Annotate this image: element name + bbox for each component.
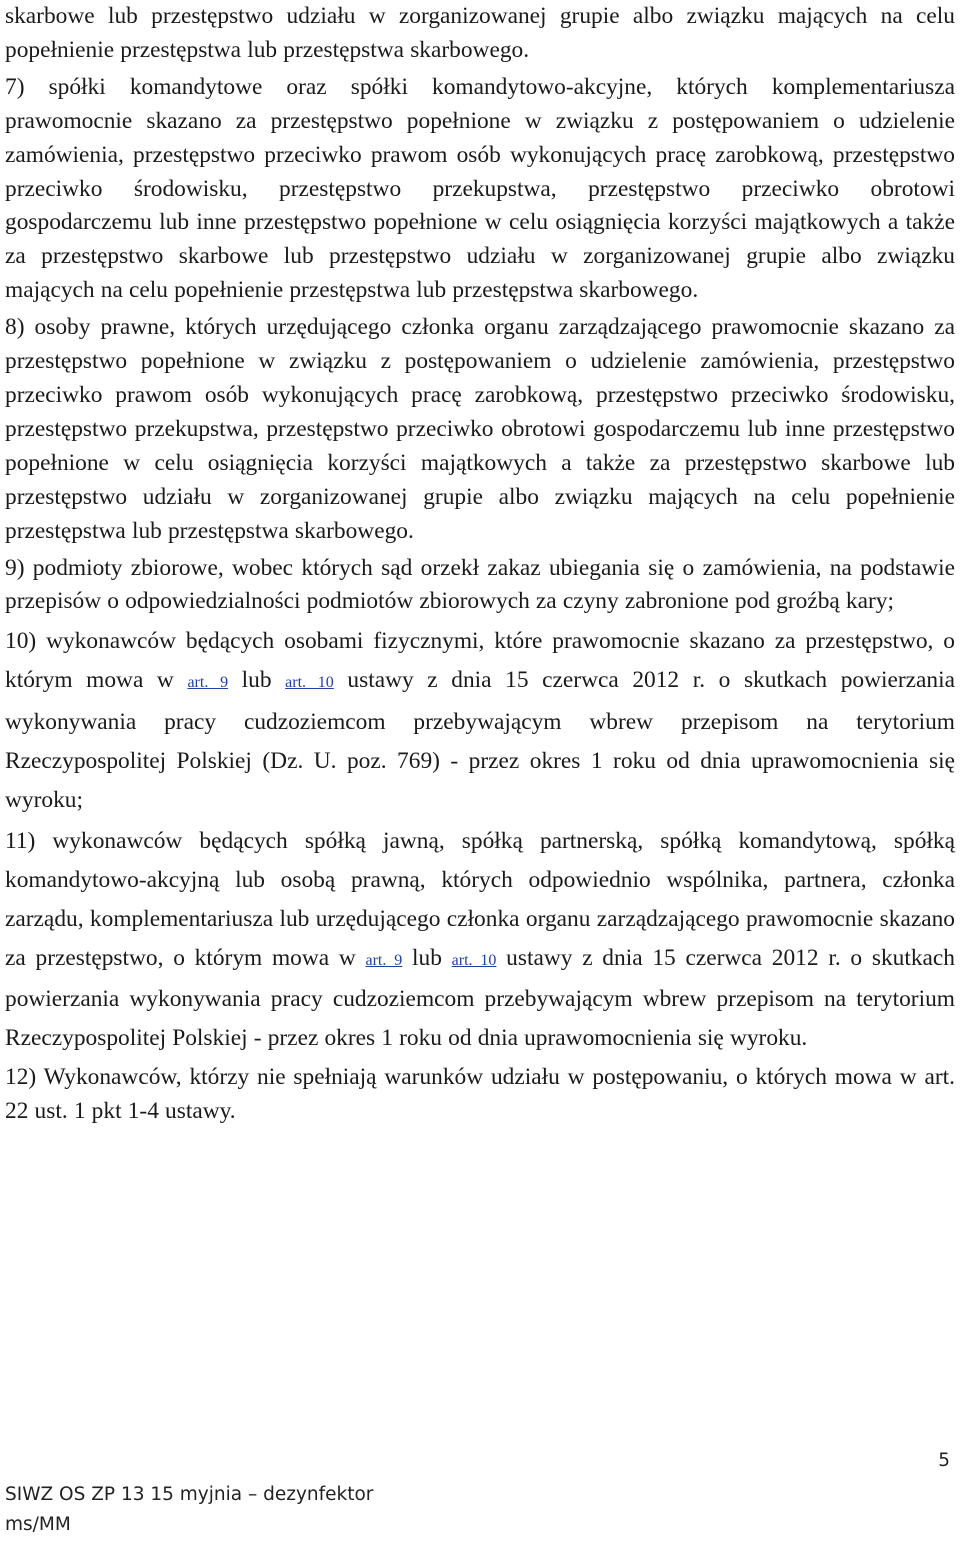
document-footer bbox=[5, 1480, 425, 1540]
link-art-10[interactable]: art. 10 bbox=[285, 674, 334, 692]
paragraph-10-text-end: ustawy z dnia 15 czerwca 2012 r. o skutkach powierzania wykonywania pracy cudzoziemcom przebywającym wbrew przepisom na terytorium Rzeczypospolitej Polskiej (Dz. U. poz. 769) - przez okres 1 roku od dnia uprawomocnienia się wyroku; bbox=[5, 667, 955, 813]
footer-initials: ms/MM bbox=[5, 1514, 71, 1535]
paragraph-10 bbox=[5, 622, 955, 819]
paragraph-10-text-mid: lub bbox=[228, 667, 286, 694]
link-art-9[interactable]: art. 9 bbox=[365, 951, 403, 969]
footer-document-reference: SIWZ OS ZP 13 15 myjnia – dezynfektor bbox=[5, 1484, 374, 1505]
paragraph-9: 9) podmioty zbiorowe, wobec których sąd orzekł zakaz ubiegania się o zamówienia, na podstawie przepisów o odpowiedzialności podmiotów zbiorowych za czyny zabronione pod groźbą kary; bbox=[5, 554, 955, 615]
link-art-9[interactable]: art. 9 bbox=[187, 674, 229, 692]
paragraph-11 bbox=[5, 822, 955, 1058]
paragraph-intro: skarbowe lub przestępstwo udziału w zorganizowanej grupie albo związku mających na celu popełnienie przestępstwa lub przestępstwa skarbowego. bbox=[5, 3, 955, 63]
paragraph-12: 12) Wykonawców, którzy nie spełniają warunków udziału w postępowaniu, o których mowa w art. 22 ust. 1 pkt 1-4 ustawy. bbox=[5, 1064, 955, 1124]
page-number: 5 bbox=[938, 1450, 950, 1471]
link-art-10[interactable]: art. 10 bbox=[451, 951, 497, 969]
paragraph-10-text-start: 10) wykonawców będących osobami fizycznymi, które prawomocnie skazano za przestępstwo, o którym mowa w bbox=[5, 628, 955, 694]
paragraph-11-text-mid: lub bbox=[402, 944, 452, 971]
paragraph-11-text-end: ustawy z dnia 15 czerwca 2012 r. o skutkach powierzania wykonywania pracy cudzoziemcom przebywającym wbrew przepisom na terytorium Rzeczypospolitej Polskiej - przez okres 1 roku od dnia uprawomocnienia się wyroku. bbox=[5, 944, 955, 1052]
paragraph-7: 7) spółki komandytowe oraz spółki komandytowo-akcyjne, których komplementariusza prawomocnie skazano za przestępstwo popełnione w związku z postępowaniem o udzielenie zamówienia, przestępstwo przeciwko prawom osób wykonujących pracę zarobkową, przestępstwo przeciwko środowisku, przestępstwo przekupstwa, przestępstwo przeciwko obrotowi gospodarczemu lub inne przestępstwo popełnione w celu osiągnięcia korzyści majątkowych a także za przestępstwo skarbowe lub przestępstwo udziału w zorganizowanej grupie albo związku mających na celu popełnienie przestępstwa lub przestępstwa skarbowego. bbox=[5, 73, 955, 304]
paragraph-11-text-start: 11) wykonawców będących spółką jawną, spółką partnerską, spółką komandytową, spółką komandytowo-akcyjną lub osobą prawną, których odpowiednio wspólnika, partnera, członka zarządu, komplementariusza lub urzędującego członka organu zarządzającego prawomocnie skazano za przestępstwo, o którym mowa w bbox=[5, 828, 955, 971]
document-body bbox=[5, 0, 955, 1129]
paragraph-8: 8) osoby prawne, których urzędującego członka organu zarządzającego prawomocnie skazano za przestępstwo popełnione w związku z postępowaniem o udzielenie zamówienia, przestępstwo przeciwko prawom osób wykonujących pracę zarobkową, przestępstwo przeciwko środowisku, przestępstwo przekupstwa, przestępstwo przeciwko obrotowi gospodarczemu lub inne przestępstwo popełnione w celu osiągnięcia korzyści majątkowych a także za przestępstwo skarbowe lub przestępstwo udziału w zorganizowanej grupie albo związku mających na celu popełnienie przestępstwa lub przestępstwa skarbowego. bbox=[5, 314, 955, 544]
